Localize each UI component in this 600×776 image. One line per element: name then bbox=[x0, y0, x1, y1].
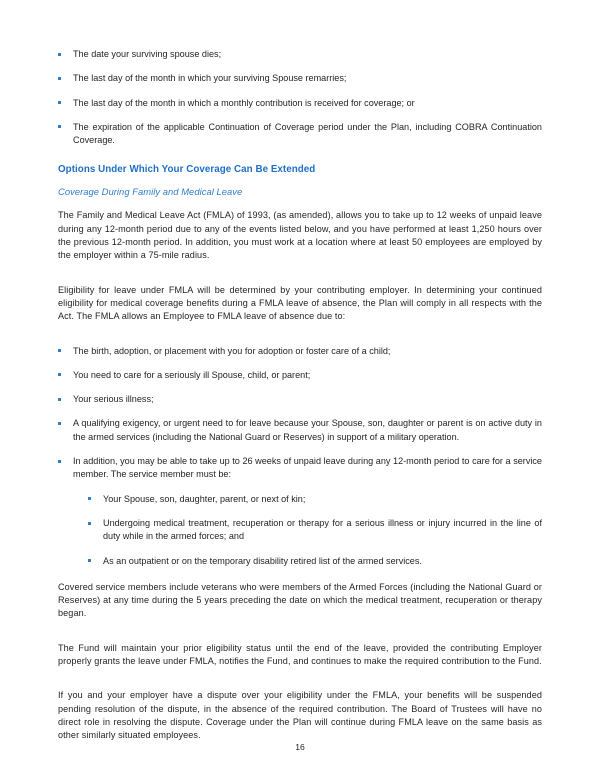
list-item bbox=[58, 345, 542, 358]
list-item-service-member bbox=[58, 455, 542, 568]
paragraph-eligibility: Eligibility for leave under FMLA will be determined by your contributing employer. In determining your continued eligibility for medical coverage benefits during a FMLA leave of absence, the Plan will comply in all respects with the Act. The FMLA allows an Employee to FMLA leave of absence due to: bbox=[58, 284, 542, 322]
paragraph-covered-members: Covered service members include veterans who were members of the Armed Forces (including the National Guard or Reserves) at any time during the 5 years preceding the date on which the medical treatment, recuperation or therapy began. bbox=[58, 581, 542, 619]
bullet-square-icon bbox=[58, 398, 61, 401]
bullet-square-icon bbox=[88, 559, 91, 562]
list-item-text: The last day of the month in which your surviving Spouse remarries; bbox=[73, 73, 347, 84]
list-item-text: In addition, you may be able to take up to 26 weeks of unpaid leave during any 12-month period to care for a service member. The service member must be: bbox=[73, 456, 542, 480]
spacer bbox=[58, 680, 542, 689]
sub-list-item-text: Your Spouse, son, daughter, parent, or next of kin; bbox=[103, 493, 306, 504]
bullet-square-icon bbox=[88, 522, 91, 525]
paragraph-fund-maintains: The Fund will maintain your prior eligibility status until the end of the leave, provided the contributing Employer properly grants the leave under FMLA, notifies the Fund, and continues to make the required contribution to the Fund. bbox=[58, 642, 542, 667]
page-footer bbox=[0, 737, 600, 755]
list-item bbox=[58, 48, 542, 61]
bullet-square-icon bbox=[58, 460, 61, 463]
list-item-text: Your serious illness; bbox=[73, 394, 154, 405]
bullet-square-icon bbox=[58, 101, 61, 104]
service-member-criteria-list bbox=[73, 493, 542, 568]
list-item bbox=[58, 393, 542, 406]
section-subheading: Coverage During Family and Medical Leave bbox=[58, 186, 243, 198]
list-item-text: The birth, adoption, or placement with you for adoption or foster care of a child; bbox=[73, 345, 391, 356]
section-heading: Options Under Which Your Coverage Can Be Extended bbox=[58, 164, 316, 176]
spacer bbox=[58, 633, 542, 642]
bullet-square-icon bbox=[58, 349, 61, 352]
sub-list-item bbox=[88, 493, 542, 506]
bullet-square-icon bbox=[88, 497, 91, 500]
sub-list-item-text: Undergoing medical treatment, recuperation or therapy for a serious illness or injury incurred in the line of duty while in the armed forces; and bbox=[103, 517, 542, 542]
bullet-square-icon bbox=[58, 77, 61, 80]
coverage-end-events-list bbox=[58, 48, 542, 147]
list-item bbox=[58, 369, 542, 382]
list-item bbox=[58, 121, 542, 148]
list-item-text: The expiration of the applicable Continuation of Coverage period under the Plan, including COBRA Continuation Coverage. bbox=[73, 121, 542, 146]
fmla-reasons-list bbox=[58, 345, 542, 568]
sub-list-item bbox=[88, 517, 542, 544]
list-item-text: The last day of the month in which a monthly contribution is received for coverage; or bbox=[73, 97, 415, 108]
list-item bbox=[58, 72, 542, 85]
sub-list-item bbox=[88, 555, 542, 568]
bullet-square-icon bbox=[58, 125, 61, 128]
list-item-text: A qualifying exigency, or urgent need to for leave because your Spouse, son, daughter or parent is on active duty in the armed services (including the National Guard or Reserves) in support of a military operation. bbox=[73, 418, 542, 442]
bullet-square-icon bbox=[58, 373, 61, 376]
spacer bbox=[58, 336, 542, 345]
list-item bbox=[58, 417, 542, 444]
list-item bbox=[58, 97, 542, 110]
spacer bbox=[58, 147, 542, 163]
list-item-text: The date your surviving spouse dies; bbox=[73, 49, 222, 59]
page-number: 16 bbox=[295, 742, 305, 752]
list-item-text: You need to care for a seriously ill Spouse, child, or parent; bbox=[73, 369, 311, 380]
bullet-square-icon bbox=[58, 53, 61, 56]
spacer bbox=[58, 568, 542, 581]
spacer bbox=[58, 275, 542, 284]
paragraph-dispute: If you and your employer have a dispute over your eligibility under the FMLA, your benefits will be suspended pending resolution of the dispute, in the absence of the required contribution. The Board of Trustees will have no direct role in resolving the dispute. Coverage under the Plan will continue during FMLA leave on the same basis as other similarly situated employees. bbox=[58, 690, 542, 741]
bullet-square-icon bbox=[58, 422, 61, 425]
page-content bbox=[58, 48, 542, 743]
paragraph-fmla-intro: The Family and Medical Leave Act (FMLA) of 1993, (as amended), allows you to take up to 12 weeks of unpaid leave during any 12-month period due to any of the events listed below, and you have performed at least 1,250 hours over the previous 12-month period. In addition, you must work at a location where at least 50 employees are employed by the employer within a 75-mile radius. bbox=[58, 210, 542, 261]
sub-list-item-text: As an outpatient or on the temporary disability retired list of the armed services. bbox=[103, 555, 422, 566]
